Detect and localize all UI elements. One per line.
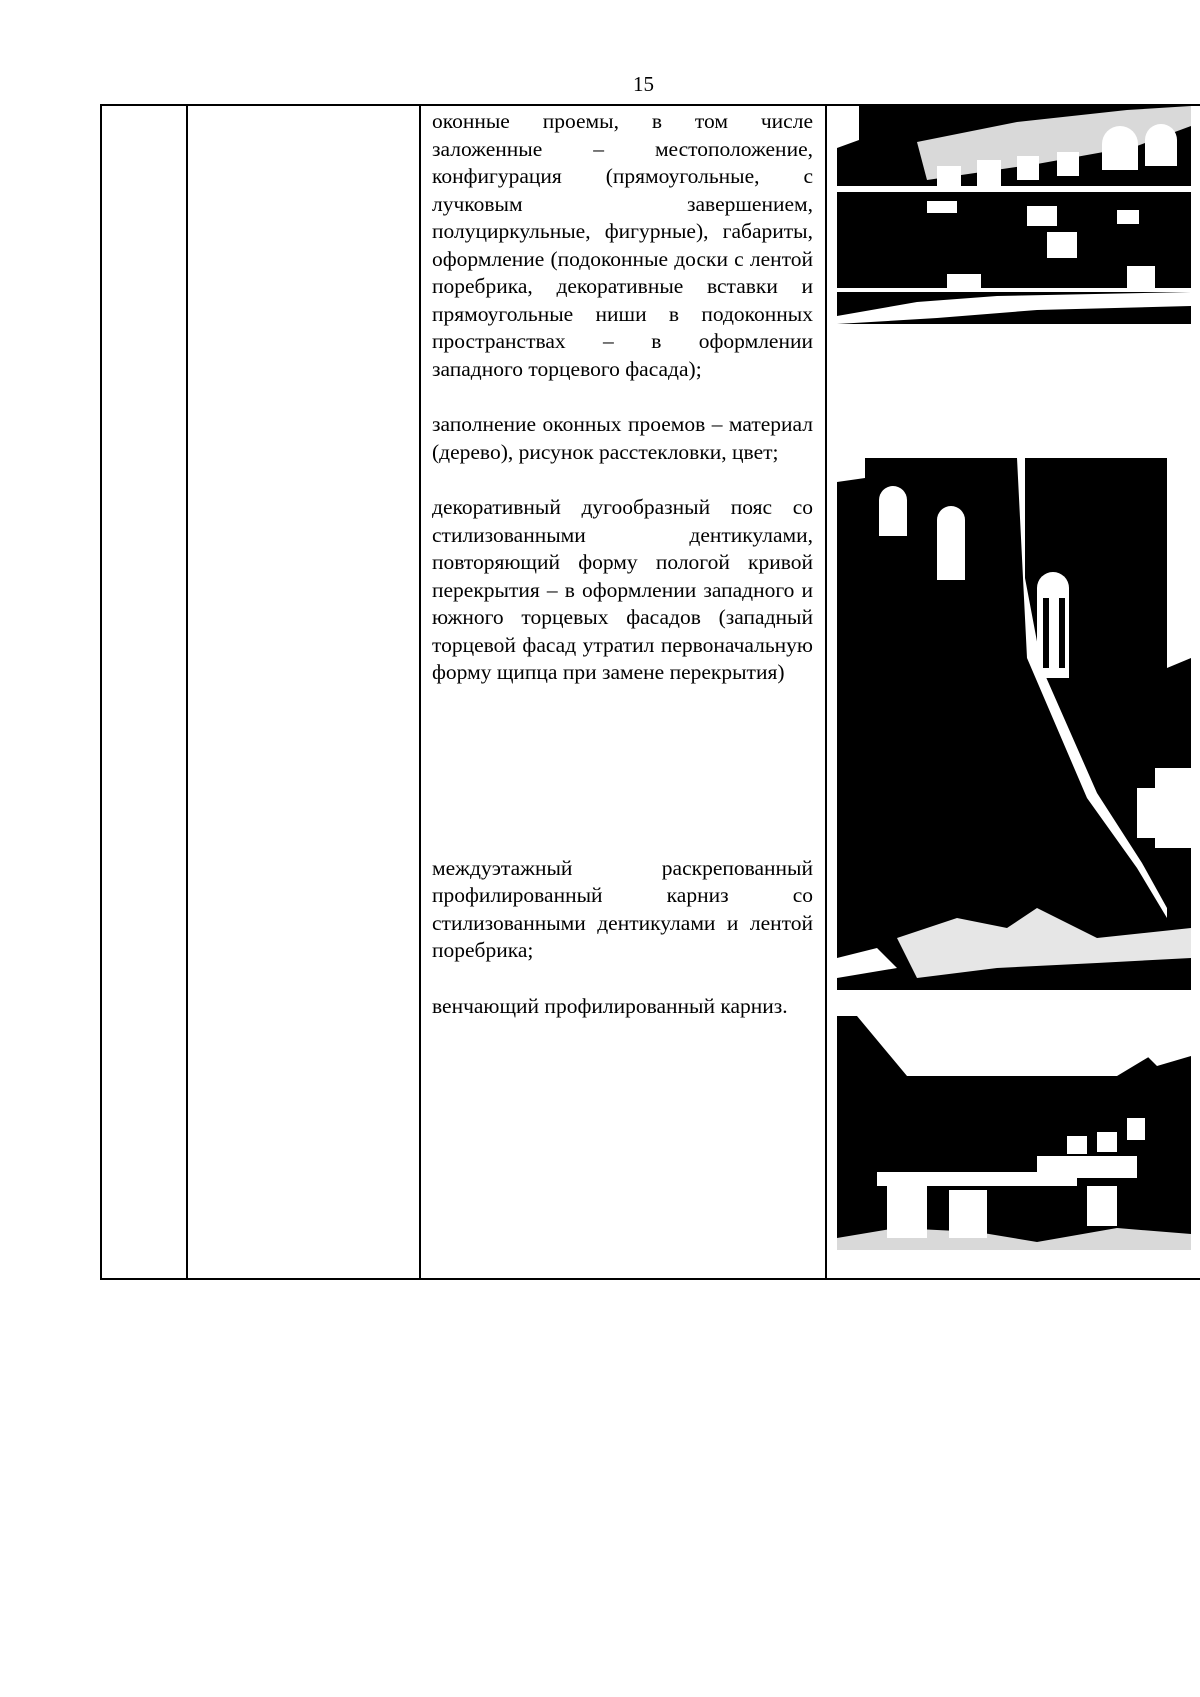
feature-crowning-cornice: венчающий профилированный карниз. [432,993,788,1018]
feature-interfloor-cornice: междуэтажный раскрепованный профилированный карниз со стилизованными дентикулами и лентой поребрика; [432,855,813,962]
photos-cell [826,105,1200,1279]
features-table [100,104,1200,1280]
page-number: 15 [633,72,654,96]
facade-photo-windows [837,106,1191,324]
facade-photo-wall [837,458,1191,990]
features-cell [420,105,826,1279]
feature-window-openings: оконные проемы, в том числе заложенные – местоположение, конфигурация (прямоугольные, с лучковым завершением, полуциркульные, фигурные), габариты, оформление (подоконные доски с лентой поребрика, декоративные вставки и прямоугольные ниши в подоконных пространствах – в оформлении западного торцевого фасада); [432,109,813,381]
feature-decorative-belt: декоративный дугообразный пояс со стилизованными дентикулами, повторяющий форму пологой кривой перекрытия – в оформлении западного и южного торцевых фасадов (западный торцевой фасад утратил первоначальную форму щипца при замене перекрытия) [432,495,813,684]
number-cell [101,105,187,1279]
facade-photo-courtyard [837,1016,1191,1250]
feature-window-fillings: заполнение оконных проемов – материал (дерево), рисунок расстекловки, цвет; [432,412,813,464]
table-row [101,105,1200,1279]
name-cell [187,105,420,1279]
